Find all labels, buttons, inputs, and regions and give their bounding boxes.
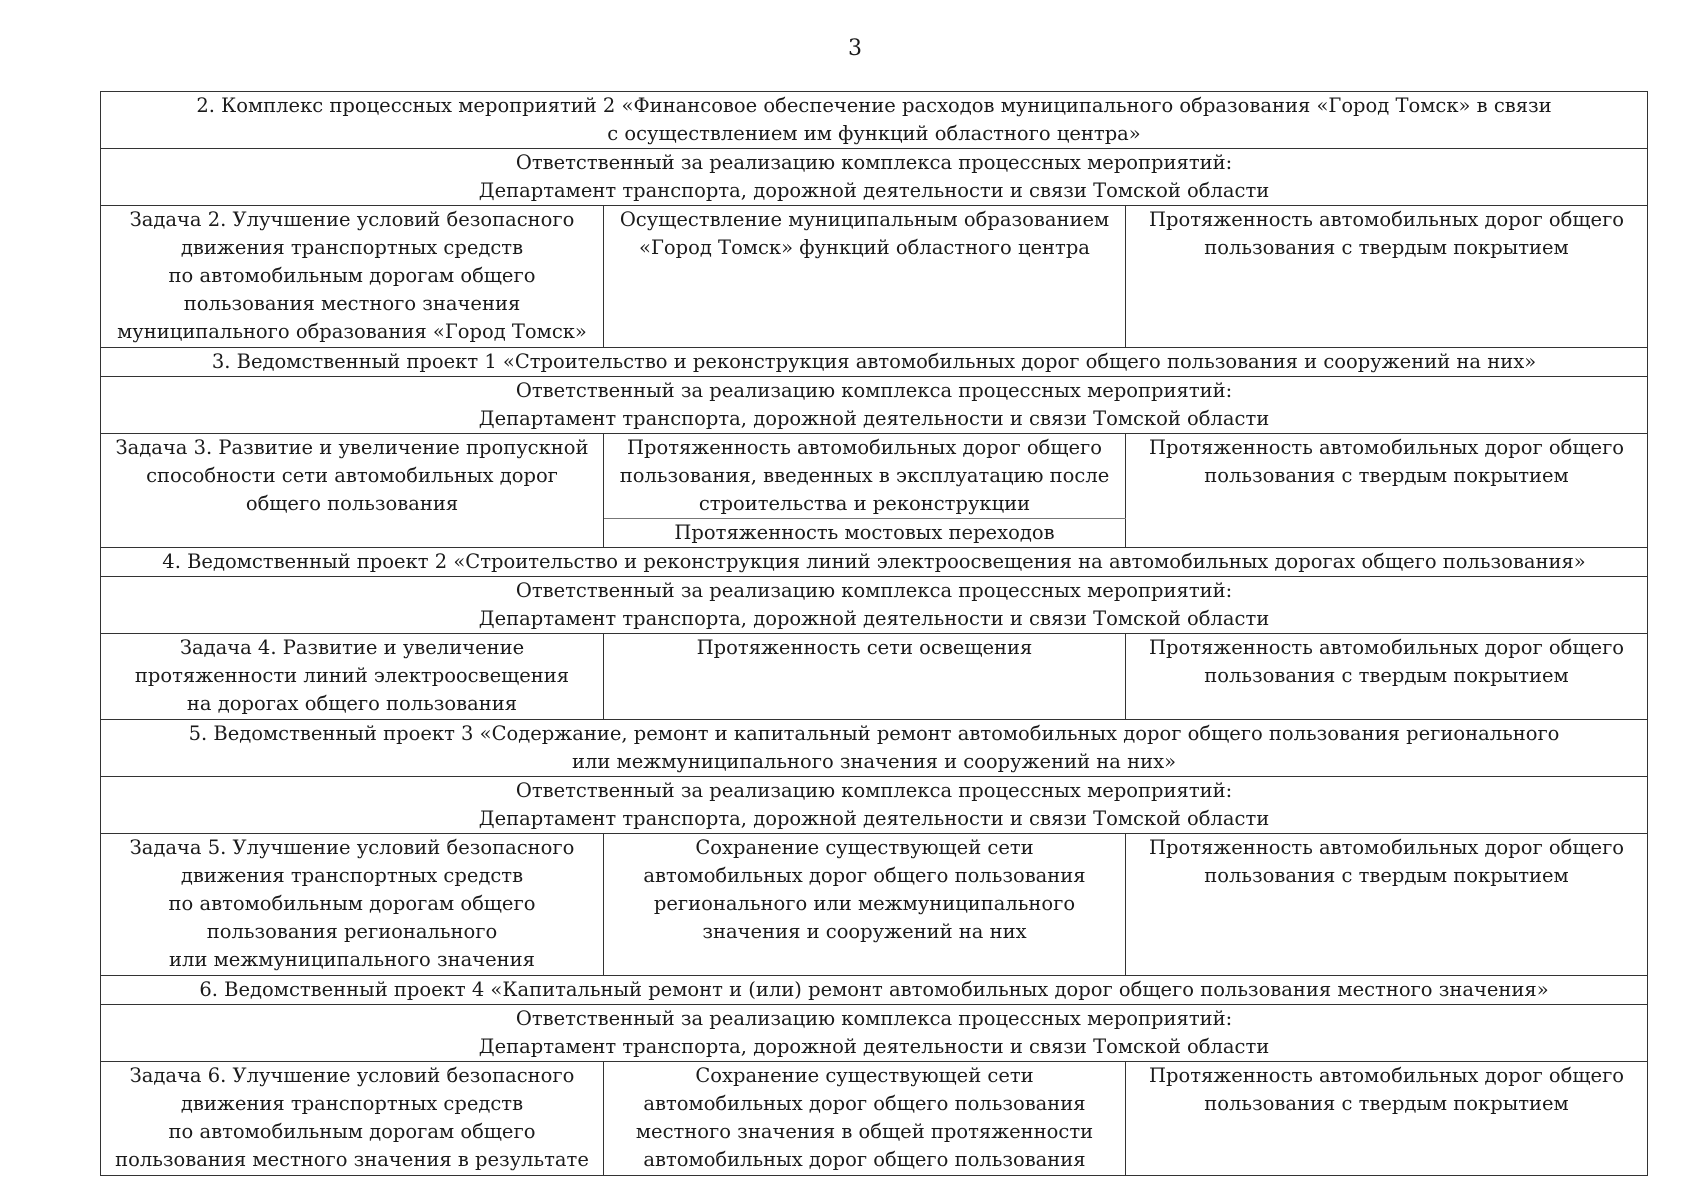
task-cell: Задача 2. Улучшение условий безопасного движения транспортных средств по автомобильным дорогам общего пользования местного значения муниципального образования «Город Томск» <box>101 206 604 348</box>
responsible-row: Ответственный за реализацию комплекса процессных мероприятий: Департамент транспорта, дорожной деятельности и связи Томской области <box>101 577 1648 634</box>
indicator-cell: Протяженность автомобильных дорог общего пользования с твердым покрытием <box>1126 1062 1648 1176</box>
task-cell: Задача 5. Улучшение условий безопасного движения транспортных средств по автомобильным дорогам общего пользования регионального или межмуниципального значения <box>101 834 604 976</box>
task-cell: Задача 4. Развитие и увеличение протяженности линий электроосвещения на дорогах общего пользования <box>101 634 604 720</box>
result-cell: Сохранение существующей сети автомобильных дорог общего пользования местного значения в общей протяженности автомобильных дорог общего пользования <box>604 1062 1126 1176</box>
result-cell: Протяженность мостовых переходов <box>604 519 1126 548</box>
responsible-row: Ответственный за реализацию комплекса процессных мероприятий: Департамент транспорта, дорожной деятельности и связи Томской области <box>101 1005 1648 1062</box>
indicator-cell: Протяженность автомобильных дорог общего пользования с твердым покрытием <box>1126 434 1648 548</box>
task-cell: Задача 3. Развитие и увеличение пропускной способности сети автомобильных дорог общего пользования <box>101 434 604 548</box>
result-cell: Протяженность автомобильных дорог общего пользования, введенных в эксплуатацию после строительства и реконструкции <box>604 434 1126 519</box>
result-cell: Протяженность сети освещения <box>604 634 1126 720</box>
responsible-row: Ответственный за реализацию комплекса процессных мероприятий: Департамент транспорта, дорожной деятельности и связи Томской области <box>101 777 1648 834</box>
responsible-row: Ответственный за реализацию комплекса процессных мероприятий: Департамент транспорта, дорожной деятельности и связи Томской области <box>101 149 1648 206</box>
page-number: 3 <box>848 36 862 61</box>
indicator-cell: Протяженность автомобильных дорог общего пользования с твердым покрытием <box>1126 634 1648 720</box>
section-title: 2. Комплекс процессных мероприятий 2 «Финансовое обеспечение расходов муниципального образования «Город Томск» в связи с осуществлением им функций областного центра» <box>101 92 1648 149</box>
responsible-row: Ответственный за реализацию комплекса процессных мероприятий: Департамент транспорта, дорожной деятельности и связи Томской области <box>101 377 1648 434</box>
result-cell: Сохранение существующей сети автомобильных дорог общего пользования регионального или межмуниципального значения и сооружений на них <box>604 834 1126 976</box>
indicator-cell: Протяженность автомобильных дорог общего пользования с твердым покрытием <box>1126 834 1648 976</box>
section-title: 6. Ведомственный проект 4 «Капитальный ремонт и (или) ремонт автомобильных дорог общего пользования местного значения» <box>101 976 1648 1005</box>
result-cell: Осуществление муниципальным образованием «Город Томск» функций областного центра <box>604 206 1126 348</box>
program-structure-table <box>100 91 1648 1176</box>
task-cell: Задача 6. Улучшение условий безопасного движения транспортных средств по автомобильным дорогам общего пользования местного значения в результате <box>101 1062 604 1176</box>
indicator-cell: Протяженность автомобильных дорог общего пользования с твердым покрытием <box>1126 206 1648 348</box>
section-title: 3. Ведомственный проект 1 «Строительство и реконструкция автомобильных дорог общего пользования и сооружений на них» <box>101 348 1648 377</box>
section-title: 5. Ведомственный проект 3 «Содержание, ремонт и капитальный ремонт автомобильных дорог общего пользования регионального или межмуниципального значения и сооружений на них» <box>101 720 1648 777</box>
section-title: 4. Ведомственный проект 2 «Строительство и реконструкция линий электроосвещения на автомобильных дорогах общего пользования» <box>101 548 1648 577</box>
